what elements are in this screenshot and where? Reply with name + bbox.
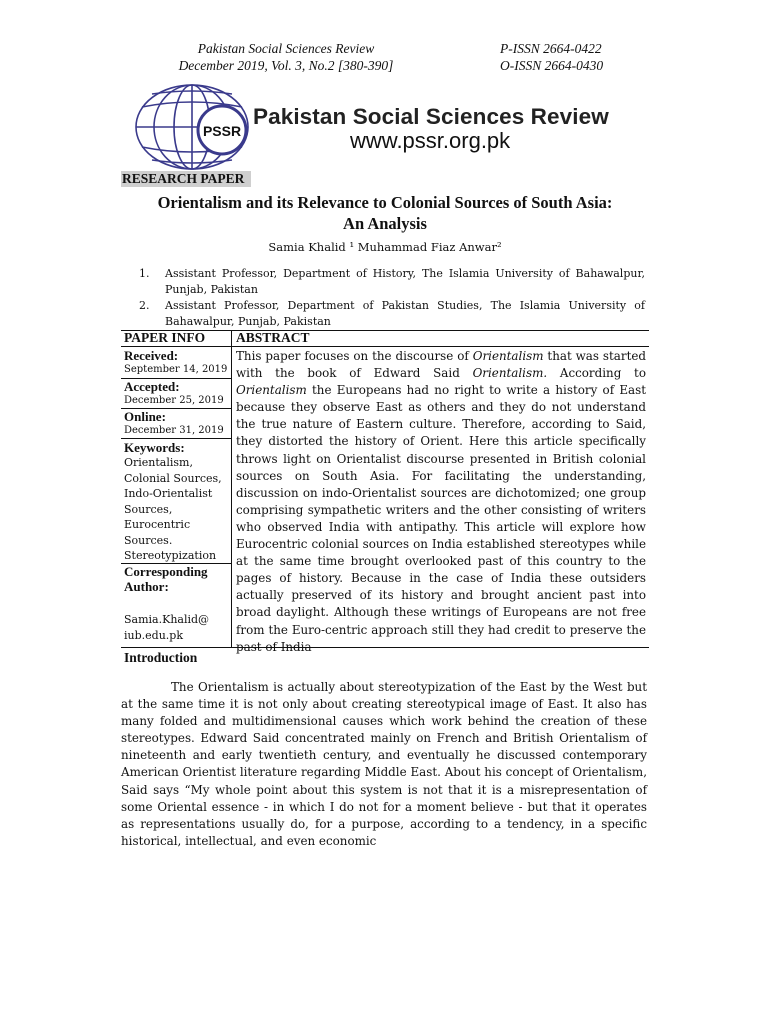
abstract-segment: According to [547, 366, 646, 381]
keyword: Eurocentric [124, 518, 191, 531]
box-column-divider [231, 330, 232, 647]
abstract-emphasis: Orientalism [236, 383, 307, 398]
running-header-right [500, 40, 650, 74]
accepted-date: December 25, 2019 [124, 395, 224, 406]
abstract-segment: This paper focuses on the discourse of [236, 349, 473, 363]
box-header-rule [121, 346, 649, 347]
author-email-part-1: Samia.Khalid@ [124, 613, 210, 626]
affiliation-number: 2. [139, 299, 150, 312]
online-label: Online: [124, 409, 166, 424]
affiliation-text: Assistant Professor, Department of History, The Islamia University of Bahawalpur, Punjab, Pakistan [165, 267, 645, 296]
online-issn: O-ISSN 2664-0430 [500, 58, 604, 73]
abstract-emphasis: Orientalism. [472, 366, 548, 381]
paper-title-line-1: Orientalism and its Relevance to Colonial Sources of South Asia: [157, 193, 613, 212]
corresponding-block [124, 564, 230, 594]
keyword: Sources, [124, 502, 173, 516]
print-issn: P-ISSN 2664-0422 [500, 41, 602, 56]
online-date: December 31, 2019 [124, 425, 224, 436]
affiliation-number: 1. [139, 267, 150, 280]
email-block [124, 612, 230, 643]
journal-banner [122, 82, 662, 172]
paper-title [121, 192, 649, 234]
keyword: Colonial Sources, [124, 471, 222, 485]
authors: Samia Khalid ¹ Muhammad Fiaz Anwar² [268, 240, 502, 254]
globe-logo-icon [122, 82, 272, 172]
paper-title-line-2: An Analysis [343, 214, 427, 233]
keyword: Orientalism, [124, 456, 193, 469]
received-label: Received: [124, 348, 179, 363]
keywords-block [124, 440, 230, 564]
introduction-paragraph: The Orientalism is actually about stereotypization of the East by the West but at the same time it is not only about creating stereotypical image of East. It also has many folded and multidimensional causes which work behind the creation of these stereotypes. Edward Said concentrated mainly on French and British Orientalism of nineteenth and early twentieth century, and eventually he discussed contemporary American Orientist literature regarding Middle East. About his concept of Orientalism, Said says “My whole point about this system is not that it is a misrepresentation of some Oriental essence - in which I do not for a moment believe - but that it operates as representations usually do, for a purpose, according to a tendency, in a specific historical, intellectual, and even economic [121, 680, 647, 848]
affiliation-text: Assistant Professor, Department of Pakistan Studies, The Islamia University of Bahawalpur, Punjab, Pakistan [165, 299, 645, 328]
author-label: Author: [124, 579, 169, 594]
journal-name: Pakistan Social Sciences Review [197, 41, 375, 56]
brand-title: Pakistan Social Sciences Review [253, 104, 609, 129]
abstract-heading: ABSTRACT [236, 330, 310, 345]
issue-info: December 2019, Vol. 3, No.2 [380-390] [178, 58, 394, 73]
keyword: Indo-Orientalist [124, 487, 213, 500]
received-block [124, 348, 230, 376]
abstract-segment: that was started with the book of Edward Said [236, 349, 646, 381]
online-block [124, 409, 230, 437]
section-label: RESEARCH PAPER [121, 171, 251, 187]
abstract-emphasis: Orientalism [472, 349, 544, 363]
keyword: Stereotypization [124, 549, 217, 562]
paper-info-heading: PAPER INFO [124, 330, 206, 345]
accepted-block [124, 379, 230, 407]
brand-url: www.pssr.org.pk [350, 128, 511, 153]
corresponding-label: Corresponding [124, 564, 208, 579]
author-email-part-2: iub.edu.pk [124, 628, 183, 642]
received-date: September 14, 2019 [124, 364, 228, 375]
info-divider [121, 438, 231, 439]
introduction-body [121, 679, 647, 850]
logo-text: PSSR [202, 123, 242, 139]
abstract-text [236, 348, 646, 656]
abstract-segment: the Europeans had no right to write a history of East because they observe East as others and they do not understand the true nature of Eastern culture. Therefore, according to Said, they distorted the history of Orient. Here this article specifically throws light on Orientalist discourse presented in British colonial sources on South Asia. For facilitating the understanding, discussion on indo-Orientalist sources are dichotomized; one group comprising sympathetic writers and the other consisting of writers who observed India with antipathy. This article will explore how Eurocentric colonial sources on India established stereotypes while at the same time brought overlooked past of this country to the pages of history. Because in the case of India these outsiders actually preserved of its history and brought ancient past into broad daylight. Although these writings of Europeans are not free from the Euro-centric approach still they had credit to preserve the past of India [236, 383, 646, 654]
keywords-label: Keywords: [124, 440, 185, 455]
introduction-heading: Introduction [124, 650, 198, 665]
keyword: Sources. [124, 533, 173, 547]
accepted-label: Accepted: [124, 379, 180, 394]
running-header-left [136, 40, 436, 74]
